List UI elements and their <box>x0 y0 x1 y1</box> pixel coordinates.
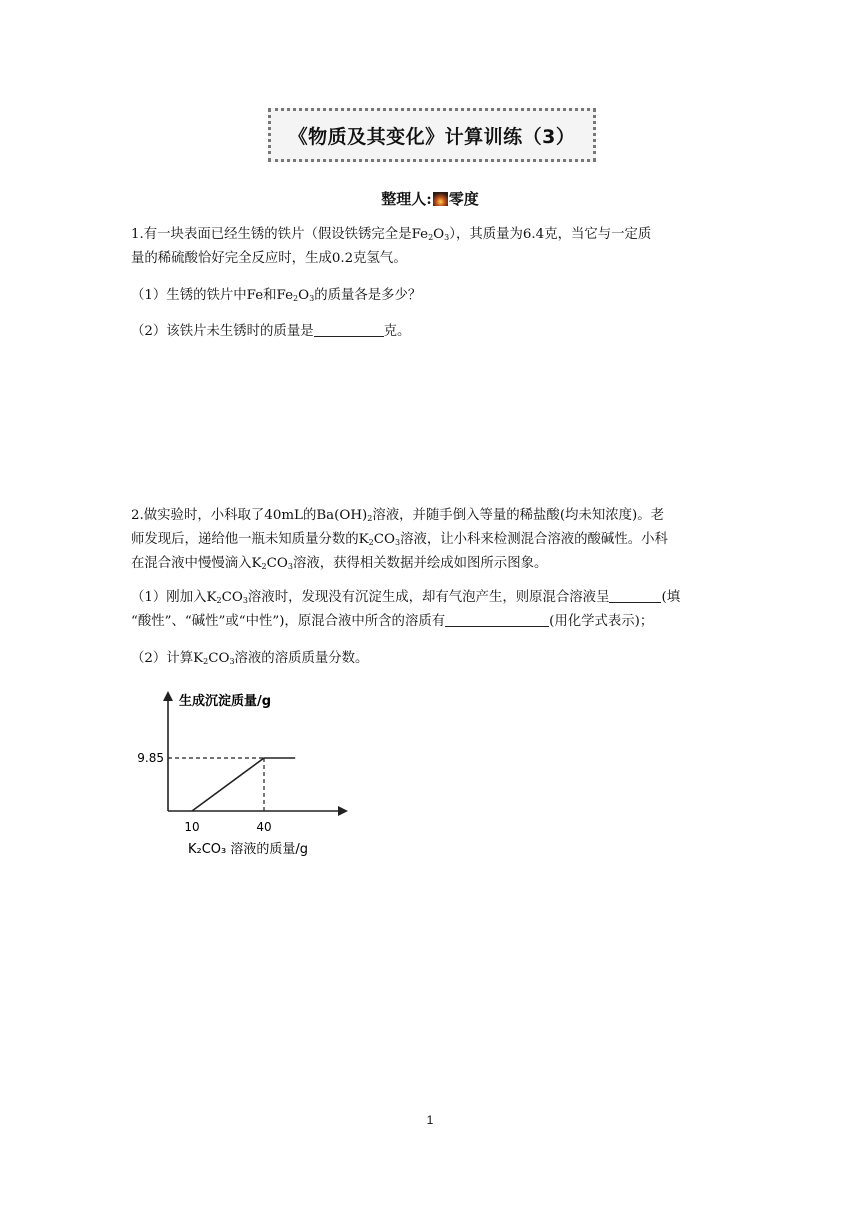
q2-sub2-text: （2）计算 <box>131 651 194 666</box>
q1-h2-mass: 0.2 <box>331 251 354 266</box>
q1-formula-o: O <box>433 227 445 242</box>
q2-formula-k: K <box>358 532 369 547</box>
q1-stem-text-c: 克，当它与一定质 <box>544 227 652 242</box>
y-tick-label-0: 9.85 <box>137 751 164 766</box>
q1-sub: 3 <box>444 233 450 242</box>
chart-series <box>192 758 295 811</box>
q2-sub1 <box>131 586 731 634</box>
q1-stem-text-b: ），其质量为 <box>449 227 523 242</box>
q2-stem <box>131 504 731 576</box>
q2-text: 溶液，并随手倒入等量的稀盐酸(均未知浓度)。老 <box>372 508 665 523</box>
q2-text: 2.做实验时，小科取了 <box>131 508 265 523</box>
q2-text: 溶液，获得相关数据并绘成如图所示图象。 <box>292 556 548 571</box>
q1-stem-text-e: 克氢气。 <box>353 251 407 266</box>
q2-text: 溶液，让小科来检测混合溶液的酸碱性。小科 <box>400 532 668 547</box>
x-tick-label-0: 10 <box>184 820 200 834</box>
q2-sub: 3 <box>287 562 293 571</box>
q2-sub: 2 <box>203 657 209 666</box>
series-line-0 <box>192 758 295 811</box>
q2-sub: 3 <box>242 596 248 605</box>
q2-sub1-text: “酸性”、“碱性”或“中性”)，原混合液中所含的溶质有 <box>131 614 446 629</box>
author-logo-icon <box>433 192 448 206</box>
q1-stem-text-a: 1.有一块表面已经生锈的铁片（假设铁锈完全是 <box>131 227 412 242</box>
q2-answer-blank-2[interactable] <box>445 612 549 627</box>
q2-sub: 3 <box>229 657 235 666</box>
q1-answer-blank[interactable] <box>314 322 384 337</box>
q1-sub1-o: O <box>298 288 310 303</box>
q2-formula-k: K <box>206 590 217 605</box>
q2-sub: 2 <box>216 596 222 605</box>
q1-sub: 2 <box>428 233 434 242</box>
x-axis-label: K₂CO₃ 溶液的质量/g <box>187 842 309 857</box>
q2-text: 的 <box>302 508 317 523</box>
page-title: 《物质及其变化》计算训练（3） <box>288 125 576 148</box>
q2-sub2-text: 溶液的溶质质量分数。 <box>234 651 369 666</box>
author-line <box>0 188 860 209</box>
q2-sub1-text: (用化学式表示)； <box>549 614 654 629</box>
q1-sub1-text-end: 的质量各是多少？ <box>314 288 422 303</box>
author-name: 零度 <box>448 190 479 208</box>
q1-sub1-and: 和 <box>263 288 277 303</box>
q2-sub1-text: （1）刚加入 <box>131 590 207 605</box>
y-axis-arrow-icon <box>163 691 173 701</box>
q2-sub: 2 <box>367 514 373 523</box>
q1-sub2-text-end: 克。 <box>383 324 411 339</box>
q2-answer-blank-1[interactable] <box>609 588 661 603</box>
q2-sub1-text: (填 <box>661 590 681 605</box>
page-number: 1 <box>426 1113 434 1127</box>
q2-text: 在混合液中慢慢滴入 <box>131 556 252 571</box>
q2-formula-co: CO <box>373 532 395 547</box>
y-axis-label: 生成沉淀质量/g <box>179 694 272 709</box>
q1-sub1-text: （1）生锈的铁片中 <box>131 288 247 303</box>
q1-sub1-fe2: Fe <box>276 288 294 303</box>
chart-labels <box>137 693 308 857</box>
x-tick-label-1: 40 <box>256 820 272 834</box>
q2-sub: 3 <box>394 538 401 547</box>
q1-mass: 6.4 <box>522 227 545 242</box>
q2-volume: 40mL <box>264 508 303 523</box>
q1-sub: 3 <box>309 294 315 303</box>
chart-guides <box>168 758 264 811</box>
x-axis-arrow-icon <box>338 806 348 816</box>
q2-formula-k: K <box>251 556 262 571</box>
q2-sub1-text: 溶液时，发现没有沉淀生成，却有气泡产生，则原混合溶液呈 <box>247 590 610 605</box>
title-box <box>268 108 596 162</box>
q1-sub1-fe: Fe <box>246 288 264 303</box>
q1-sub2 <box>131 320 731 344</box>
q1-stem-text-d: 量的稀硫酸恰好完全反应时，生成 <box>131 251 332 266</box>
q2-formula-co: CO <box>266 556 288 571</box>
q2-sub: 2 <box>368 538 374 547</box>
q1-formula-fe: Fe <box>411 227 429 242</box>
q1-sub: 2 <box>293 294 299 303</box>
q2-sub: 2 <box>261 562 267 571</box>
q2-formula-k: K <box>193 651 204 666</box>
q1-sub1 <box>131 284 731 308</box>
q2-formula-baoh: Ba(OH) <box>316 508 368 523</box>
author-prefix: 整理人: <box>381 190 432 208</box>
q2-text: 师发现后，递给他一瓶未知质量分数的 <box>131 532 359 547</box>
q2-formula-co: CO <box>208 651 230 666</box>
precipitate-chart <box>130 685 410 865</box>
q2-sub2 <box>131 647 731 671</box>
q2-formula-co: CO <box>221 590 243 605</box>
q1-stem <box>131 223 731 271</box>
chart-axes <box>163 691 348 816</box>
q1-sub2-text: （2）该铁片未生锈时的质量是 <box>131 324 314 339</box>
